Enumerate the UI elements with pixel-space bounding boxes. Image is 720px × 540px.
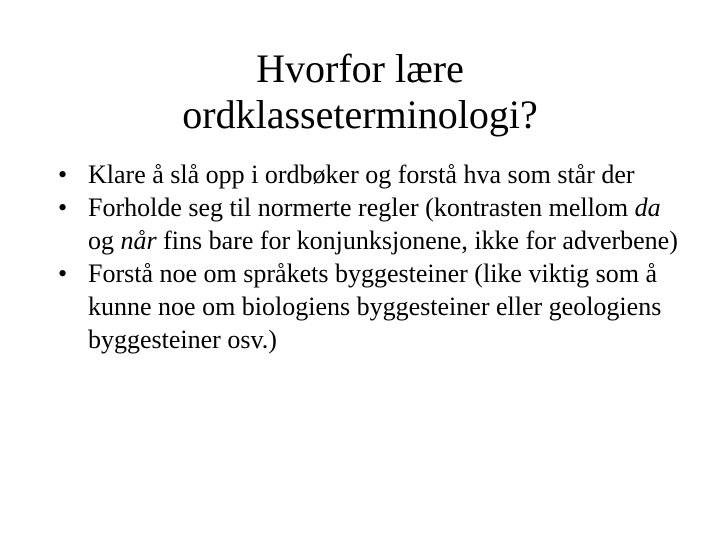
bullet-text-part: Forholde seg til normerte regler (kontrasten mellom [88, 193, 635, 222]
bullet-text-part: fins bare for konjunksjonene, ikke for adverbene) [156, 226, 678, 255]
bullet-dot-icon: • [58, 193, 68, 222]
italic-word-da: da [634, 193, 661, 222]
bullet-item-1 [58, 158, 678, 191]
bullet-dot-icon: • [58, 160, 68, 189]
title-line-2: ordklasseterminologi? [182, 92, 538, 137]
bullet-item-3 [58, 257, 678, 356]
slide-title [60, 46, 660, 138]
italic-word-naar: når [120, 226, 157, 255]
bullet-text [88, 193, 678, 255]
bullet-text: Forstå noe om språkets byggesteiner (like viktig som å kunne noe om biologiens byggesteiner eller geologiens byggesteiner osv.) [88, 259, 662, 354]
title-line-1: Hvorfor lære [256, 46, 464, 91]
bullet-dot-icon: • [58, 259, 68, 288]
bullet-text-part: og [88, 226, 121, 255]
bullet-text: Klare å slå opp i ordbøker og forstå hva som står der [88, 160, 635, 189]
bullet-item-2 [58, 191, 678, 257]
bullet-list [58, 158, 678, 356]
